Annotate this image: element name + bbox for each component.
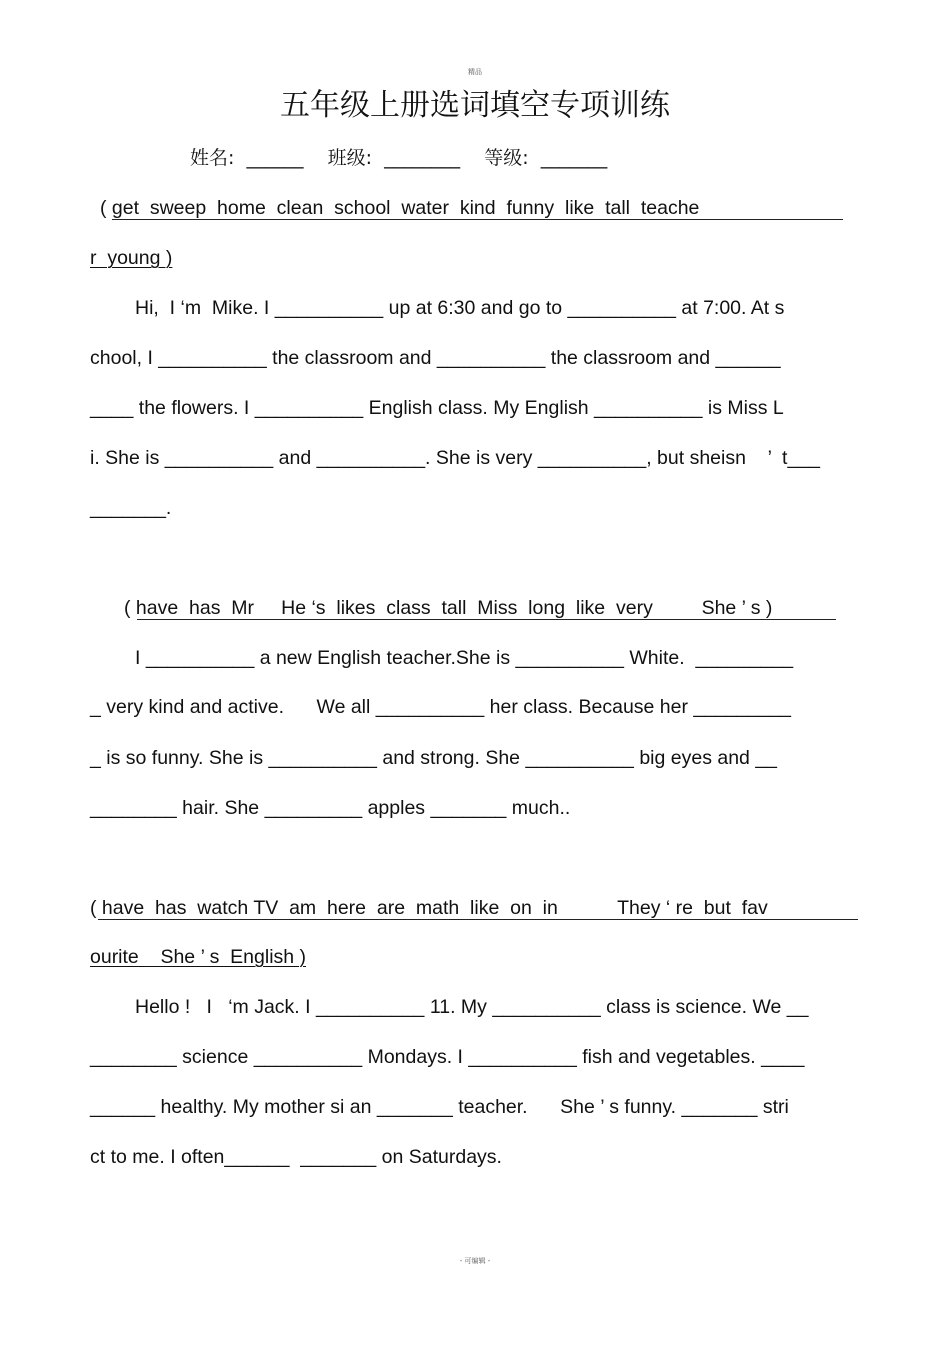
section3-text-line: Hello ! I ‘m Jack. I __________ 11. My __________ class is science. We __ [135,996,809,1018]
word-bank-underline [137,619,836,620]
word-bank-underline [98,919,858,920]
section1-text-line: _______. [90,497,172,519]
section2-text-line: ________ hair. She _________ apples _______ much.. [90,797,571,819]
section1-text-line: i. She is __________ and __________. She is very __________, but sheisn ’ t___ [90,447,821,469]
section2-word-bank-line: ( have has Mr He ‘s likes class tall Miss long like very She ’ s ) [124,597,773,619]
page-title: 五年级上册选词填空专项训练 [280,88,670,123]
section1-text-line: Hi, I ‘m Mike. I __________ up at 6:30 and go to __________ at 7:00. At s [135,297,785,319]
section1-text-line: chool, I __________ the classroom and __________ the classroom and ______ [90,347,781,369]
section1-word-bank-line-2: r young ) [90,247,173,269]
header-watermark: 精品 [468,68,482,76]
section3-text-line: ________ science __________ Mondays. I __________ fish and vegetables. ____ [90,1046,805,1068]
section3-word-bank-line-1: ( have has watch TV am here are math like on in They ‘ re but fav [90,897,768,919]
section3-text-line: ______ healthy. My mother si an _______ teacher. She ’ s funny. _______ stri [90,1096,789,1118]
footer-watermark: - 可编辑 - [459,1257,491,1265]
word-bank-underline [112,219,843,220]
section2-text-line: _ is so funny. She is __________ and strong. She __________ big eyes and __ [90,747,778,769]
student-info-line: 姓名: ______ 班级: ________ 等级: _______ [190,147,608,169]
section1-word-bank-line-1: ( get sweep home clean school water kind funny like tall teache [100,197,700,219]
section1-text-line: ____ the flowers. I __________ English class. My English __________ is Miss L [90,397,784,419]
section2-text-line: _ very kind and active. We all __________ her class. Because her _________ [90,696,792,718]
section3-word-bank-line-2: ourite She ’ s English ) [90,946,307,968]
section3-text-line: ct to me. I often______ _______ on Saturdays. [90,1146,502,1168]
section2-text-line: I __________ a new English teacher.She is __________ White. _________ [135,647,794,669]
